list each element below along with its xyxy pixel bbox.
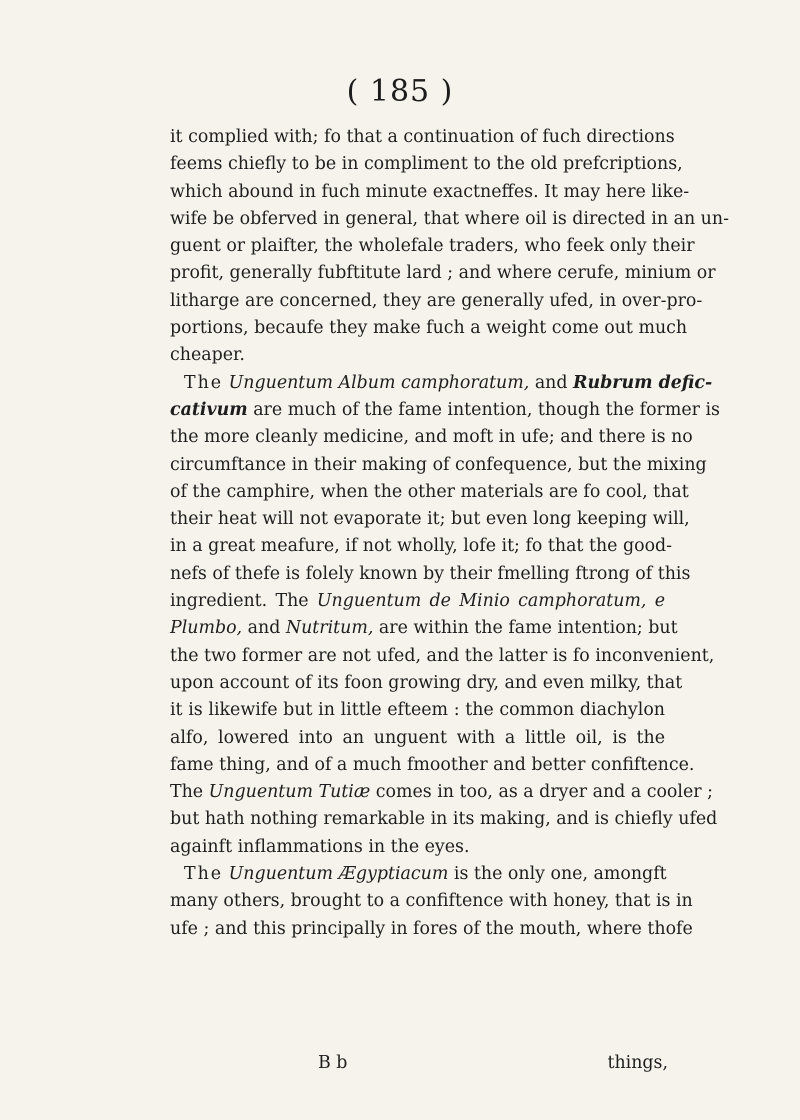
text-fragment: and [247, 618, 281, 639]
italic-term: cativum [170, 399, 248, 420]
text-line: in a great meafure, if not wholly, lofe it; fo that the good- [170, 536, 673, 557]
small-caps-word: The [184, 372, 224, 393]
text-line [170, 615, 678, 642]
text-line [170, 588, 665, 615]
paragraph-3 [170, 861, 693, 943]
text-fragment: is the only one, amongft [453, 864, 667, 885]
text-line: which abound in fuch minute exactneffes. It may here like- [170, 181, 690, 202]
text-line: litharge are concerned, they are generally ufed, in over-pro- [170, 290, 703, 311]
text-fragment: are much of the fame intention, though the former is [253, 399, 720, 420]
text-fragment: are within the fame intention; but [378, 618, 678, 639]
text-line: wife be obferved in general, that where oil is directed in an un- [170, 208, 729, 229]
text-line: the two former are not ufed, and the latter is fo inconvenient, [170, 645, 715, 666]
text-line: it complied with; fo that a continuation of fuch directions [170, 127, 675, 147]
text-line: many others, brought to a confiftence with honey, that is in [170, 891, 693, 912]
text-line: but hath nothing remarkable in its making, and is chiefly ufed [170, 809, 718, 830]
text-line [170, 397, 720, 424]
text-line: upon account of its foon growing dry, and even milky, that [170, 672, 683, 693]
text-fragment: and [534, 372, 568, 393]
text-line [170, 861, 665, 888]
body-text [170, 124, 729, 943]
text-line: guent or plaifter, the wholefale traders, who feek only their [170, 236, 695, 257]
text-line: portions, becaufe they make fuch a weight come out much [170, 318, 688, 339]
catchword: things, [607, 1053, 668, 1073]
paragraph-1 [170, 124, 729, 370]
italic-term: Nutritum, [285, 618, 374, 639]
text-line: profit, generally fubftitute lard ; and where cerufe, minium or [170, 263, 716, 284]
text-fragment: The [170, 782, 204, 803]
italic-term: Unguentum de Minio camphoratum, [316, 591, 647, 612]
text-line: of the camphire, when the other materials are fo cool, that [170, 481, 689, 502]
text-line: nefs of thefe is folely known by their fmelling ftrong of this [170, 563, 691, 584]
text-fragment: ingredient. The [170, 591, 309, 612]
small-caps-word: The [184, 864, 224, 885]
text-line [170, 779, 713, 806]
text-line: fame thing, and of a much fmoother and better confiftence. [170, 754, 695, 775]
italic-term: Unguentum Tutiæ [208, 782, 371, 803]
text-line: their heat will not evaporate it; but even long keeping will, [170, 509, 690, 530]
text-fragment: comes in too, as a dryer and a cooler ; [375, 782, 713, 803]
italic-term: e [654, 591, 666, 612]
paragraph-2 [170, 370, 720, 861]
text-line: the more cleanly medicine, and moft in ufe; and there is no [170, 427, 693, 448]
text-line [170, 370, 713, 397]
italic-term: Plumbo, [170, 618, 243, 639]
italic-term: Unguentum Album camphoratum, [228, 372, 530, 393]
text-line: it is likewife but in little efteem : the common diachylon [170, 700, 665, 721]
text-line: ufe ; and this principally in fores of the mouth, where thofe [170, 918, 693, 939]
page-number: ( 185 ) [346, 74, 454, 109]
text-line: circumftance in their making of confequence, but the mixing [170, 454, 707, 475]
text-line: alfo, lowered into an unguent with a little oil, is the [170, 727, 665, 748]
text-line: feems chiefly to be in compliment to the old prefcriptions, [170, 154, 683, 175]
italic-term: Rubrum defic- [573, 372, 713, 393]
italic-term: Unguentum Ægyptiacum [228, 864, 449, 885]
text-line: againft inflammations in the eyes. [170, 836, 470, 857]
text-line: cheaper. [170, 345, 245, 366]
signature-mark: B b [318, 1053, 348, 1073]
